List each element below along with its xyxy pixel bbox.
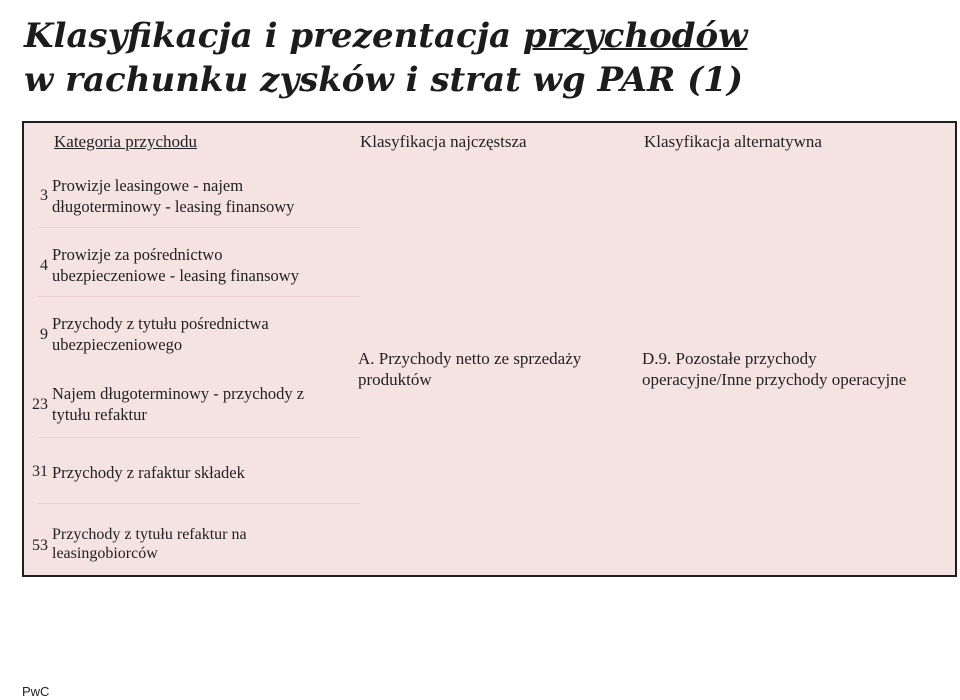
row-number: 53 xyxy=(32,537,48,554)
row-divider xyxy=(38,296,360,297)
title-line-1-text: Klasyfikacja i prezentacja xyxy=(24,16,523,56)
common-classification-value xyxy=(358,348,581,390)
row-number: 23 xyxy=(32,396,48,413)
row-text xyxy=(52,244,299,286)
row-number: 31 xyxy=(32,463,48,480)
row-text-line: Prowizje leasingowe - najem xyxy=(52,176,244,195)
row-divider xyxy=(38,227,360,228)
title-line-1 xyxy=(24,14,944,58)
page-title xyxy=(24,14,944,102)
row-text-line: ubezpieczeniowe - leasing finansowy xyxy=(52,266,299,285)
header-common-classification: Klasyfikacja najczęstsza xyxy=(360,132,527,151)
row-text-line: tytułu refaktur xyxy=(52,405,147,424)
row-text-line: leasingobiorców xyxy=(52,545,158,562)
title-line-2: w rachunku zysków i strat wg PAR (1) xyxy=(24,60,743,100)
footer-brand: PwC xyxy=(22,684,50,699)
header-alternative-classification: Klasyfikacja alternatywna xyxy=(644,132,822,151)
row-text-line: Najem długoterminowy - przychody z xyxy=(52,384,305,403)
common-value-line: produktów xyxy=(358,370,432,389)
row-text-line: Przychody z tytułu pośrednictwa xyxy=(52,314,269,333)
row-text xyxy=(52,313,269,355)
row-number: 3 xyxy=(40,187,48,204)
row-text-line: ubezpieczeniowego xyxy=(52,335,183,354)
row-text xyxy=(52,462,245,483)
row-number: 9 xyxy=(40,326,48,343)
row-number: 4 xyxy=(40,257,48,274)
alternative-value-line: D.9. Pozostałe przychody xyxy=(642,349,817,368)
row-text xyxy=(52,383,304,425)
row-text-line: długoterminowy - leasing finansowy xyxy=(52,197,295,216)
alternative-classification-value xyxy=(642,348,906,390)
classification-table xyxy=(22,121,957,577)
row-divider xyxy=(38,437,360,438)
row-text xyxy=(52,175,294,217)
common-value-line: A. Przychody netto ze sprzedaży xyxy=(358,349,582,368)
row-divider xyxy=(38,503,360,504)
header-category: Kategoria przychodu xyxy=(54,132,198,151)
row-text-line: Przychody z rafaktur składek xyxy=(52,463,245,482)
alternative-value-line: operacyjne/Inne przychody operacyjne xyxy=(642,370,907,389)
row-text xyxy=(52,525,247,563)
row-text-line: Prowizje za pośrednictwo xyxy=(52,245,223,264)
title-line-1-underlined: przychodów xyxy=(522,16,748,56)
row-text-line: Przychody z tytułu refaktur na xyxy=(52,526,247,543)
